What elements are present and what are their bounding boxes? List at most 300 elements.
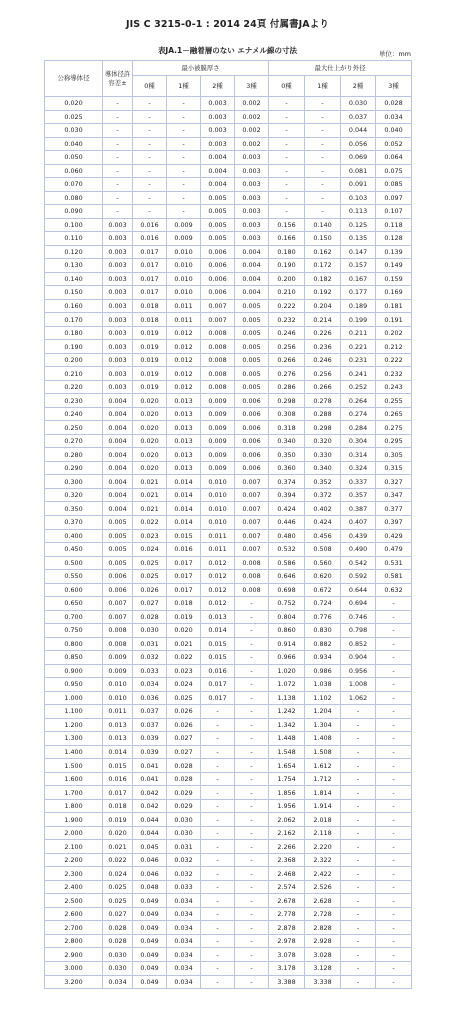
cell-min-thickness-0: 0.016 xyxy=(133,218,167,232)
cell-tolerance: 0.008 xyxy=(103,637,133,651)
cell-max-diameter-1: 0.204 xyxy=(305,299,341,313)
cell-min-thickness-2: 0.004 xyxy=(201,164,235,178)
cell-min-thickness-0: - xyxy=(133,205,167,219)
cell-max-diameter-0: 0.394 xyxy=(269,488,305,502)
cell-min-thickness-2: 0.009 xyxy=(201,394,235,408)
table-row xyxy=(45,299,412,313)
cell-min-thickness-0: 0.042 xyxy=(133,786,167,800)
cell-min-thickness-1: 0.032 xyxy=(167,867,201,881)
cell-nominal-diameter: 0.140 xyxy=(45,272,103,286)
cell-max-diameter-2: 0.274 xyxy=(341,407,376,421)
table-row xyxy=(45,934,412,948)
table-row xyxy=(45,543,412,557)
cell-tolerance: - xyxy=(103,178,133,192)
cell-max-diameter-0: 1.548 xyxy=(269,745,305,759)
cell-tolerance: - xyxy=(103,151,133,165)
cell-max-diameter-2: - xyxy=(341,813,376,827)
table-row xyxy=(45,164,412,178)
cell-max-diameter-0: 0.646 xyxy=(269,570,305,584)
cell-max-diameter-2: - xyxy=(341,867,376,881)
table-row xyxy=(45,880,412,894)
cell-min-thickness-2: 0.016 xyxy=(201,664,235,678)
cell-min-thickness-3: 0.005 xyxy=(235,326,269,340)
cell-tolerance: 0.003 xyxy=(103,299,133,313)
cell-min-thickness-2: - xyxy=(201,732,235,746)
cell-nominal-diameter: 2.600 xyxy=(45,907,103,921)
cell-min-thickness-3: 0.003 xyxy=(235,232,269,246)
cell-min-thickness-2: - xyxy=(201,705,235,719)
cell-tolerance: 0.004 xyxy=(103,461,133,475)
cell-max-diameter-0: 0.532 xyxy=(269,543,305,557)
table-row xyxy=(45,732,412,746)
cell-min-thickness-3: 0.005 xyxy=(235,380,269,394)
cell-min-thickness-1: 0.027 xyxy=(167,732,201,746)
cell-min-thickness-2: 0.007 xyxy=(201,299,235,313)
cell-tolerance: 0.034 xyxy=(103,975,133,989)
table-row xyxy=(45,624,412,638)
cell-nominal-diameter: 2.800 xyxy=(45,934,103,948)
cell-min-thickness-2: 0.011 xyxy=(201,529,235,543)
cell-min-thickness-1: 0.013 xyxy=(167,407,201,421)
cell-nominal-diameter: 1.200 xyxy=(45,718,103,732)
cell-max-diameter-1: - xyxy=(305,137,341,151)
cell-max-diameter-1: 0.456 xyxy=(305,529,341,543)
cell-min-thickness-1: 0.034 xyxy=(167,975,201,989)
cell-min-thickness-3: - xyxy=(235,732,269,746)
cell-min-thickness-0: 0.037 xyxy=(133,718,167,732)
cell-max-diameter-2: 0.177 xyxy=(341,286,376,300)
cell-tolerance: 0.025 xyxy=(103,894,133,908)
cell-max-diameter-1: 0.620 xyxy=(305,570,341,584)
cell-max-diameter-2: - xyxy=(341,718,376,732)
cell-nominal-diameter: 0.900 xyxy=(45,664,103,678)
cell-max-diameter-0: - xyxy=(269,191,305,205)
cell-min-thickness-3: 0.008 xyxy=(235,556,269,570)
cell-max-diameter-0: 0.308 xyxy=(269,407,305,421)
cell-tolerance: 0.004 xyxy=(103,407,133,421)
cell-min-thickness-2: 0.011 xyxy=(201,543,235,557)
cell-nominal-diameter: 0.120 xyxy=(45,245,103,259)
cell-tolerance: 0.003 xyxy=(103,380,133,394)
cell-nominal-diameter: 0.500 xyxy=(45,556,103,570)
header-row-1 xyxy=(45,61,412,76)
cell-nominal-diameter: 0.160 xyxy=(45,299,103,313)
cell-min-thickness-1: 0.015 xyxy=(167,529,201,543)
cell-min-thickness-2: 0.014 xyxy=(201,624,235,638)
table-row xyxy=(45,421,412,435)
cell-min-thickness-3: - xyxy=(235,962,269,976)
cell-max-diameter-0: 0.166 xyxy=(269,232,305,246)
table-row xyxy=(45,205,412,219)
cell-min-thickness-0: 0.021 xyxy=(133,502,167,516)
cell-max-diameter-0: 0.232 xyxy=(269,313,305,327)
cell-max-diameter-0: 0.180 xyxy=(269,245,305,259)
cell-max-diameter-0: 1.138 xyxy=(269,691,305,705)
cell-min-thickness-2: - xyxy=(201,853,235,867)
cell-min-thickness-3: - xyxy=(235,678,269,692)
cell-max-diameter-2: 0.091 xyxy=(341,178,376,192)
cell-max-diameter-0: 1.342 xyxy=(269,718,305,732)
cell-tolerance: 0.005 xyxy=(103,543,133,557)
cell-min-thickness-1: 0.030 xyxy=(167,813,201,827)
cell-max-diameter-3: 0.347 xyxy=(376,488,412,502)
cell-min-thickness-3: - xyxy=(235,921,269,935)
cell-nominal-diameter: 0.700 xyxy=(45,610,103,624)
cell-max-diameter-3: 0.232 xyxy=(376,367,412,381)
cell-max-diameter-3: 0.075 xyxy=(376,164,412,178)
cell-max-diameter-1: - xyxy=(305,178,341,192)
cell-min-thickness-0: 0.020 xyxy=(133,394,167,408)
cell-min-thickness-2: 0.007 xyxy=(201,313,235,327)
cell-min-thickness-1: - xyxy=(167,151,201,165)
cell-min-thickness-2: 0.013 xyxy=(201,610,235,624)
cell-max-diameter-3: - xyxy=(376,624,412,638)
cell-max-diameter-0: 0.480 xyxy=(269,529,305,543)
cell-max-diameter-0: 0.860 xyxy=(269,624,305,638)
cell-tolerance: 0.003 xyxy=(103,353,133,367)
cell-min-thickness-0: 0.032 xyxy=(133,651,167,665)
cell-max-diameter-3: - xyxy=(376,651,412,665)
cell-max-diameter-3: 0.275 xyxy=(376,421,412,435)
cell-tolerance: 0.021 xyxy=(103,840,133,854)
cell-tolerance: - xyxy=(103,205,133,219)
cell-min-thickness-3: - xyxy=(235,759,269,773)
cell-nominal-diameter: 1.700 xyxy=(45,786,103,800)
cell-max-diameter-3: 0.107 xyxy=(376,205,412,219)
cell-nominal-diameter: 0.270 xyxy=(45,434,103,448)
cell-max-diameter-2: 0.694 xyxy=(341,597,376,611)
table-row xyxy=(45,583,412,597)
cell-max-diameter-2: - xyxy=(341,759,376,773)
cell-tolerance: 0.003 xyxy=(103,259,133,273)
cell-max-diameter-2: 0.592 xyxy=(341,570,376,584)
cell-min-thickness-2: 0.003 xyxy=(201,97,235,111)
cell-max-diameter-0: - xyxy=(269,97,305,111)
cell-max-diameter-0: - xyxy=(269,151,305,165)
cell-max-diameter-3: - xyxy=(376,705,412,719)
cell-tolerance: 0.004 xyxy=(103,502,133,516)
cell-min-thickness-1: 0.010 xyxy=(167,286,201,300)
cell-max-diameter-3: 0.052 xyxy=(376,137,412,151)
cell-max-diameter-1: 0.352 xyxy=(305,475,341,489)
cell-min-thickness-0: 0.024 xyxy=(133,543,167,557)
cell-max-diameter-2: 0.211 xyxy=(341,326,376,340)
cell-max-diameter-0: 2.978 xyxy=(269,934,305,948)
cell-tolerance: 0.028 xyxy=(103,921,133,935)
cell-max-diameter-0: 0.698 xyxy=(269,583,305,597)
cell-min-thickness-1: 0.013 xyxy=(167,448,201,462)
table-row xyxy=(45,407,412,421)
cell-min-thickness-3: - xyxy=(235,948,269,962)
cell-min-thickness-2: - xyxy=(201,786,235,800)
cell-min-thickness-0: 0.020 xyxy=(133,421,167,435)
cell-max-diameter-1: 1.408 xyxy=(305,732,341,746)
cell-min-thickness-0: 0.021 xyxy=(133,488,167,502)
cell-min-thickness-2: - xyxy=(201,759,235,773)
cell-min-thickness-1: 0.019 xyxy=(167,610,201,624)
cell-max-diameter-3: - xyxy=(376,691,412,705)
cell-max-diameter-0: 2.468 xyxy=(269,867,305,881)
cell-min-thickness-0: 0.028 xyxy=(133,610,167,624)
cell-max-diameter-2: 0.147 xyxy=(341,245,376,259)
cell-max-diameter-2: 0.037 xyxy=(341,110,376,124)
cell-min-thickness-3: - xyxy=(235,624,269,638)
cell-nominal-diameter: 0.180 xyxy=(45,326,103,340)
table-row xyxy=(45,813,412,827)
cell-max-diameter-1: 0.236 xyxy=(305,340,341,354)
cell-min-thickness-2: 0.008 xyxy=(201,326,235,340)
cell-min-thickness-2: - xyxy=(201,799,235,813)
cell-min-thickness-0: 0.021 xyxy=(133,475,167,489)
cell-max-diameter-1: 0.182 xyxy=(305,272,341,286)
cell-min-thickness-2: 0.009 xyxy=(201,461,235,475)
cell-max-diameter-1: 3.128 xyxy=(305,962,341,976)
cell-tolerance: 0.004 xyxy=(103,488,133,502)
cell-max-diameter-3: 0.295 xyxy=(376,434,412,448)
cell-min-thickness-1: - xyxy=(167,137,201,151)
cell-min-thickness-1: 0.014 xyxy=(167,515,201,529)
cell-max-diameter-3: 0.097 xyxy=(376,191,412,205)
table-row xyxy=(45,367,412,381)
cell-nominal-diameter: 1.400 xyxy=(45,745,103,759)
cell-max-diameter-3: - xyxy=(376,826,412,840)
cell-max-diameter-2: - xyxy=(341,840,376,854)
table-row xyxy=(45,948,412,962)
cell-min-thickness-1: 0.014 xyxy=(167,488,201,502)
cell-min-thickness-0: 0.017 xyxy=(133,245,167,259)
cell-min-thickness-0: 0.039 xyxy=(133,745,167,759)
cell-nominal-diameter: 0.280 xyxy=(45,448,103,462)
cell-max-diameter-1: 1.712 xyxy=(305,772,341,786)
cell-min-thickness-2: - xyxy=(201,813,235,827)
cell-min-thickness-1: 0.028 xyxy=(167,759,201,773)
cell-min-thickness-1: 0.029 xyxy=(167,786,201,800)
cell-min-thickness-2: - xyxy=(201,894,235,908)
cell-max-diameter-1: 0.226 xyxy=(305,326,341,340)
cell-max-diameter-2: - xyxy=(341,799,376,813)
cell-min-thickness-1: - xyxy=(167,178,201,192)
cell-min-thickness-0: 0.019 xyxy=(133,367,167,381)
cell-tolerance: - xyxy=(103,110,133,124)
cell-tolerance: - xyxy=(103,164,133,178)
cell-min-thickness-0: 0.019 xyxy=(133,340,167,354)
cell-tolerance: 0.004 xyxy=(103,394,133,408)
cell-max-diameter-1: 0.256 xyxy=(305,367,341,381)
cell-max-diameter-2: 0.490 xyxy=(341,543,376,557)
cell-max-diameter-2: 0.167 xyxy=(341,272,376,286)
cell-nominal-diameter: 0.370 xyxy=(45,515,103,529)
table-row xyxy=(45,651,412,665)
cell-min-thickness-1: 0.009 xyxy=(167,218,201,232)
table-row xyxy=(45,826,412,840)
cell-min-thickness-1: 0.009 xyxy=(167,232,201,246)
cell-min-thickness-1: 0.010 xyxy=(167,272,201,286)
cell-min-thickness-2: 0.010 xyxy=(201,502,235,516)
cell-max-diameter-2: - xyxy=(341,853,376,867)
cell-min-thickness-3: 0.005 xyxy=(235,353,269,367)
table-row xyxy=(45,259,412,273)
cell-nominal-diameter: 0.150 xyxy=(45,286,103,300)
cell-max-diameter-1: 2.928 xyxy=(305,934,341,948)
cell-min-thickness-3: - xyxy=(235,907,269,921)
cell-min-thickness-0: - xyxy=(133,137,167,151)
cell-max-diameter-1: 0.246 xyxy=(305,353,341,367)
cell-min-thickness-1: 0.028 xyxy=(167,772,201,786)
table-row xyxy=(45,678,412,692)
cell-nominal-diameter: 0.650 xyxy=(45,597,103,611)
cell-tolerance: 0.017 xyxy=(103,786,133,800)
cell-max-diameter-2: 0.113 xyxy=(341,205,376,219)
cell-tolerance: 0.004 xyxy=(103,475,133,489)
cell-max-diameter-3: - xyxy=(376,962,412,976)
cell-tolerance: 0.003 xyxy=(103,340,133,354)
cell-tolerance: - xyxy=(103,191,133,205)
cell-min-thickness-0: 0.026 xyxy=(133,583,167,597)
table-row xyxy=(45,907,412,921)
cell-max-diameter-3: 0.191 xyxy=(376,313,412,327)
cell-max-diameter-1: - xyxy=(305,97,341,111)
cell-min-thickness-3: - xyxy=(235,853,269,867)
cell-min-thickness-3: - xyxy=(235,745,269,759)
cell-max-diameter-0: 0.424 xyxy=(269,502,305,516)
cell-max-diameter-0: 0.804 xyxy=(269,610,305,624)
cell-min-thickness-1: 0.031 xyxy=(167,840,201,854)
table-row xyxy=(45,664,412,678)
cell-min-thickness-2: - xyxy=(201,718,235,732)
cell-nominal-diameter: 0.070 xyxy=(45,178,103,192)
cell-min-thickness-2: - xyxy=(201,975,235,989)
cell-min-thickness-1: 0.018 xyxy=(167,597,201,611)
cell-max-diameter-0: 1.448 xyxy=(269,732,305,746)
cell-max-diameter-2: 0.044 xyxy=(341,124,376,138)
cell-max-diameter-2: 0.798 xyxy=(341,624,376,638)
table-row xyxy=(45,245,412,259)
cell-min-thickness-3: 0.002 xyxy=(235,110,269,124)
cell-min-thickness-0: 0.025 xyxy=(133,556,167,570)
cell-min-thickness-2: 0.005 xyxy=(201,218,235,232)
cell-min-thickness-2: - xyxy=(201,867,235,881)
cell-max-diameter-3: 0.149 xyxy=(376,259,412,273)
cell-min-thickness-1: - xyxy=(167,124,201,138)
cell-max-diameter-0: 0.318 xyxy=(269,421,305,435)
table-row xyxy=(45,799,412,813)
cell-min-thickness-2: - xyxy=(201,745,235,759)
table-row xyxy=(45,515,412,529)
cell-min-thickness-2: 0.003 xyxy=(201,137,235,151)
cell-nominal-diameter: 0.850 xyxy=(45,651,103,665)
cell-max-diameter-3: 0.128 xyxy=(376,232,412,246)
cell-nominal-diameter: 0.170 xyxy=(45,313,103,327)
cell-max-diameter-1: 1.508 xyxy=(305,745,341,759)
cell-min-thickness-1: - xyxy=(167,205,201,219)
cell-min-thickness-3: 0.003 xyxy=(235,164,269,178)
cell-max-diameter-2: 0.542 xyxy=(341,556,376,570)
cell-min-thickness-1: 0.017 xyxy=(167,556,201,570)
table-row xyxy=(45,218,412,232)
cell-min-thickness-0: 0.019 xyxy=(133,326,167,340)
table-row xyxy=(45,502,412,516)
cell-min-thickness-1: - xyxy=(167,191,201,205)
cell-tolerance: 0.024 xyxy=(103,867,133,881)
cell-tolerance: 0.007 xyxy=(103,597,133,611)
cell-min-thickness-0: 0.049 xyxy=(133,962,167,976)
cell-max-diameter-0: - xyxy=(269,205,305,219)
cell-min-thickness-1: 0.034 xyxy=(167,907,201,921)
cell-nominal-diameter: 0.800 xyxy=(45,637,103,651)
cell-min-thickness-2: - xyxy=(201,934,235,948)
cell-min-thickness-0: 0.046 xyxy=(133,867,167,881)
cell-min-thickness-3: 0.005 xyxy=(235,313,269,327)
cell-min-thickness-0: 0.017 xyxy=(133,259,167,273)
cell-max-diameter-2: 0.407 xyxy=(341,515,376,529)
cell-max-diameter-3: - xyxy=(376,664,412,678)
cell-nominal-diameter: 0.300 xyxy=(45,475,103,489)
cell-min-thickness-2: 0.017 xyxy=(201,678,235,692)
cell-max-diameter-3: - xyxy=(376,813,412,827)
cell-min-thickness-0: 0.041 xyxy=(133,759,167,773)
table-title: 表JA.1－融着層のない エナメル線の寸法 xyxy=(157,46,298,55)
cell-max-diameter-1: 0.776 xyxy=(305,610,341,624)
cell-min-thickness-0: 0.020 xyxy=(133,407,167,421)
cell-max-diameter-2: 0.284 xyxy=(341,421,376,435)
cell-nominal-diameter: 0.450 xyxy=(45,543,103,557)
cell-nominal-diameter: 0.750 xyxy=(45,624,103,638)
cell-max-diameter-2: - xyxy=(341,705,376,719)
cell-max-diameter-1: 2.728 xyxy=(305,907,341,921)
header-tolerance: 導体径許容差± xyxy=(103,61,133,97)
cell-max-diameter-2: 0.324 xyxy=(341,461,376,475)
cell-max-diameter-1: 1.304 xyxy=(305,718,341,732)
cell-max-diameter-0: 0.752 xyxy=(269,597,305,611)
cell-max-diameter-1: - xyxy=(305,205,341,219)
cell-min-thickness-0: - xyxy=(133,97,167,111)
cell-max-diameter-2: - xyxy=(341,948,376,962)
cell-min-thickness-3: 0.004 xyxy=(235,245,269,259)
cell-max-diameter-1: 1.814 xyxy=(305,786,341,800)
cell-tolerance: 0.011 xyxy=(103,705,133,719)
cell-max-diameter-3: - xyxy=(376,921,412,935)
table-row xyxy=(45,772,412,786)
cell-min-thickness-1: 0.027 xyxy=(167,745,201,759)
cell-max-diameter-1: 0.298 xyxy=(305,421,341,435)
cell-max-diameter-3: - xyxy=(376,948,412,962)
cell-nominal-diameter: 3.200 xyxy=(45,975,103,989)
cell-nominal-diameter: 0.320 xyxy=(45,488,103,502)
table-row xyxy=(45,894,412,908)
cell-max-diameter-0: 0.266 xyxy=(269,353,305,367)
cell-nominal-diameter: 0.950 xyxy=(45,678,103,692)
cell-min-thickness-0: 0.041 xyxy=(133,772,167,786)
cell-min-thickness-1: 0.034 xyxy=(167,934,201,948)
cell-max-diameter-3: - xyxy=(376,732,412,746)
cell-nominal-diameter: 0.130 xyxy=(45,259,103,273)
cell-min-thickness-3: - xyxy=(235,651,269,665)
cell-min-thickness-1: 0.011 xyxy=(167,313,201,327)
cell-max-diameter-1: 0.320 xyxy=(305,434,341,448)
cell-max-diameter-1: 0.830 xyxy=(305,624,341,638)
cell-nominal-diameter: 0.020 xyxy=(45,97,103,111)
cell-min-thickness-1: 0.026 xyxy=(167,705,201,719)
header-min-grade-2: 2種 xyxy=(201,76,235,97)
cell-max-diameter-1: 1.914 xyxy=(305,799,341,813)
cell-max-diameter-0: 0.914 xyxy=(269,637,305,651)
cell-max-diameter-0: 0.276 xyxy=(269,367,305,381)
cell-min-thickness-3: - xyxy=(235,664,269,678)
cell-tolerance: 0.025 xyxy=(103,880,133,894)
table-row xyxy=(45,178,412,192)
cell-max-diameter-0: 2.678 xyxy=(269,894,305,908)
cell-nominal-diameter: 0.030 xyxy=(45,124,103,138)
